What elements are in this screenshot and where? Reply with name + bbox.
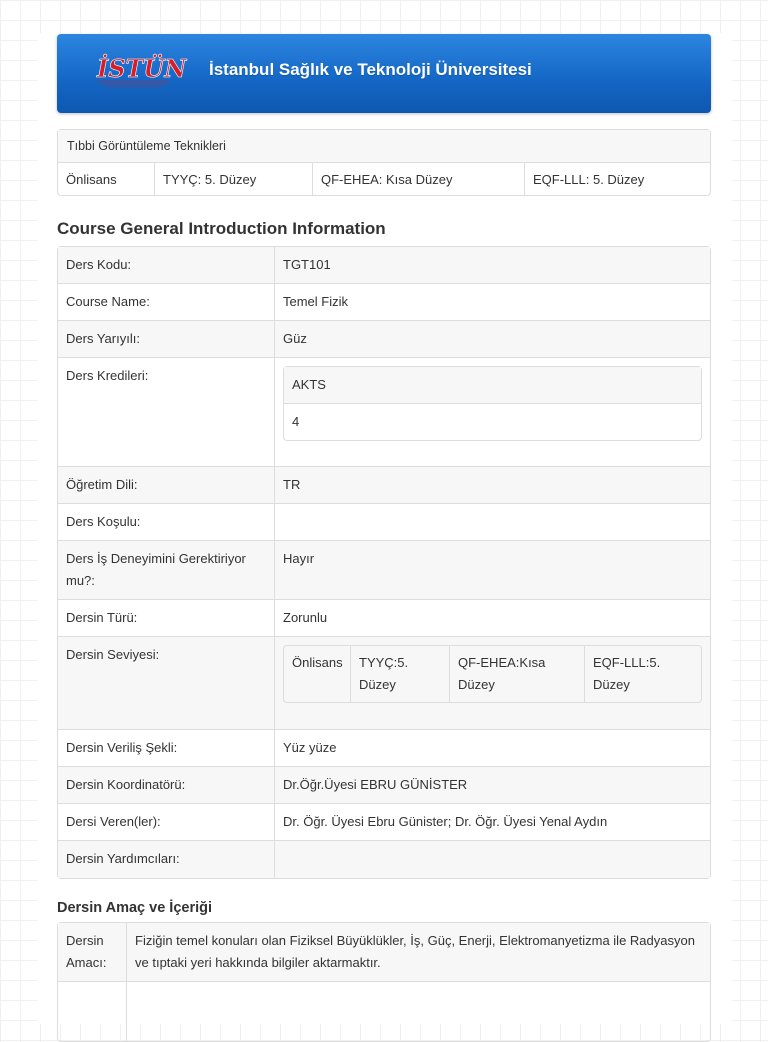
delivery-label: Dersin Veriliş Şekli: [58,730,275,766]
level-degree: Önlisans [284,646,351,702]
aims-table [57,922,711,1042]
table-row [58,841,710,878]
university-logo [95,51,187,91]
course-level-table [283,645,702,703]
program-name: Tıbbi Görüntüleme Teknikleri [58,130,710,163]
aims-section-title: Dersin Amaç ve İçeriği [57,900,213,916]
credits-table [283,366,702,441]
coordinator-value: Dr.Öğr.Üyesi EBRU GÜNİSTER [283,777,468,792]
table-row [58,923,710,982]
course-code-label: Ders Kodu: [58,247,275,283]
prerequisite-label: Ders Koşulu: [58,504,275,540]
course-name-label: Course Name: [58,284,275,320]
course-level-label: Dersin Seviyesi: [58,637,275,729]
semester-label: Ders Yarıyılı: [58,321,275,357]
table-row [58,467,710,504]
university-name: İstanbul Sağlık ve Teknoloji Üniversitesi [209,60,532,79]
credits-head: AKTS [284,367,701,404]
program-eqf-lll: EQF-LLL: 5. Düzey [533,172,645,187]
program-qf-ehea: QF-EHEA: Kısa Düzey [313,163,525,196]
coordinator-label: Dersin Koordinatörü: [58,767,275,803]
semester-value: Güz [283,331,307,346]
aim-value: Fiziğin temel konuları olan Fiziksel Büyüklükler, İş, Güç, Enerji, Elektromanyetizma ile Radyasyon ve tıptaki yeri hakkında bilgiler aktarmaktır. [135,933,695,970]
table-row [58,637,710,730]
table-row [58,730,710,767]
table-row [58,600,710,637]
program-degree: Önlisans [58,163,155,196]
course-level-cell [275,637,710,729]
course-info-table [57,246,711,879]
table-row [58,247,710,284]
level-tyyc: TYYÇ:5. Düzey [351,646,450,702]
work-experience-label: Ders İş Deneyimini Gerektiriyor mu?: [58,541,275,599]
table-row [58,504,710,541]
instructors-label: Dersi Veren(ler): [58,804,275,840]
work-experience-value: Hayır [283,551,315,566]
aim-label: Dersin Amacı: [58,923,127,981]
course-level-row [284,646,701,702]
table-row [58,321,710,358]
table-row [58,358,710,467]
program-tyyc: TYYÇ: 5. Düzey [155,163,313,196]
credits-label: Ders Kredileri: [58,358,275,466]
section-title: Course General Introduction Information [57,219,386,238]
table-row [58,767,710,804]
language-label: Öğretim Dili: [58,467,275,503]
instructors-value: Dr. Öğr. Üyesi Ebru Günister; Dr. Öğr. Üyesi Yenal Aydın [283,814,608,829]
delivery-value: Yüz yüze [283,740,337,755]
catalog-page [37,33,732,1024]
assistants-label: Dersin Yardımcıları: [58,841,275,878]
course-type-label: Dersin Türü: [58,600,275,636]
language-value: TR [283,477,301,492]
program-levels [58,163,710,196]
table-row [58,284,710,321]
university-banner [57,34,711,113]
prerequisite-value [275,504,710,540]
content-label [58,982,127,1042]
table-row [58,804,710,841]
course-name-value: Temel Fizik [283,294,349,309]
course-code-value: TGT101 [283,257,331,272]
level-qf-ehea: QF-EHEA:Kısa Düzey [450,646,585,702]
content-value [127,982,710,1042]
logo-wordmark: İSTÜN [97,54,187,83]
table-row [58,982,710,1042]
table-row [58,541,710,600]
course-type-value: Zorunlu [283,610,328,625]
level-eqf-lll: EQF-LLL:5. Düzey [593,655,661,692]
credits-cell [275,358,710,466]
credits-value: 4 [292,414,300,429]
assistants-value [275,841,710,878]
program-box [57,129,711,196]
